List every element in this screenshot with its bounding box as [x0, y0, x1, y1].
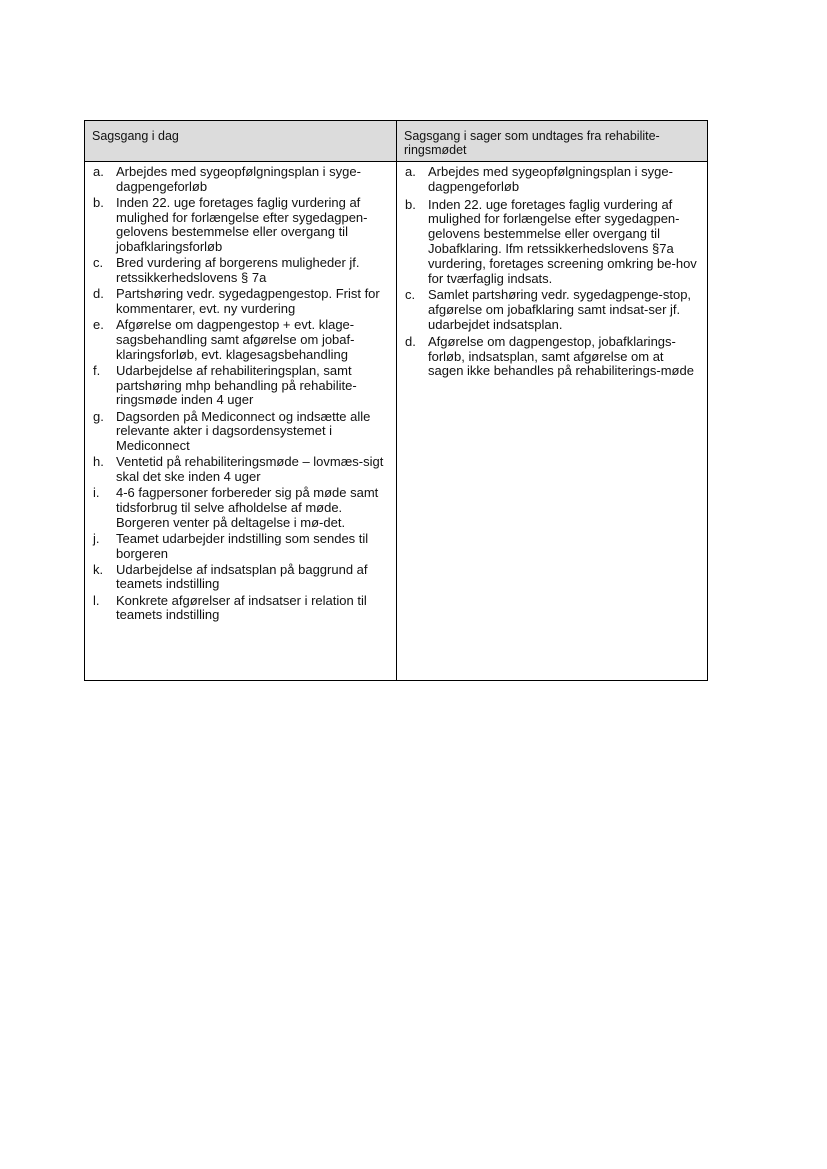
list-text: Arbejdes med sygeopfølgningsplan i syge-dagpengeforløb [428, 164, 673, 194]
list-marker: d. [405, 333, 416, 349]
list-marker: b. [93, 194, 104, 210]
list-item [405, 288, 701, 332]
list-text: Teamet udarbejder indstilling som sendes til borgeren [116, 530, 369, 561]
list-marker: i. [93, 485, 100, 501]
list-marker: h. [93, 454, 104, 470]
list-item [93, 594, 390, 624]
list-text: Udarbejdelse af rehabiliteringsplan, samt partshøring mhp behandling på rehabilite-ringsmøde inden 4 uger [116, 362, 357, 408]
list-marker: c. [93, 255, 104, 271]
list-item [93, 410, 390, 454]
list-text: Samlet partshøring vedr. sygedagpenge-stop, afgørelse om jobafklaring samt indsat-ser jf. udarbejdet indsatsplan. [428, 287, 692, 332]
list-item [93, 196, 390, 255]
left-column [85, 162, 397, 680]
list-marker: a. [93, 164, 104, 179]
list-item [405, 335, 701, 379]
list-text: Inden 22. uge foretages faglig vurdering af mulighed for forlængelse efter sygedagpen-gelovens bestemmelse eller overgang til Jobafklaring. Ifm retssikkerhedslovens §7a vurdering, foretages screening omkring be-hov for tværfaglig indsats. [428, 196, 697, 286]
list-marker: l. [93, 592, 100, 608]
list-marker: k. [93, 561, 104, 577]
list-item [93, 532, 390, 562]
list-item [93, 486, 390, 530]
list-marker: f. [93, 362, 101, 378]
list-text: Bred vurdering af borgerens muligheder jf. retssikkerhedslovens § 7a [116, 255, 360, 286]
right-column [397, 162, 707, 680]
list-marker: e. [93, 317, 104, 333]
list-item [93, 563, 390, 593]
list-text: Konkrete afgørelser af indsatser i relation til teamets indstilling [116, 592, 367, 623]
list-item [93, 287, 390, 317]
list-text: Afgørelse om dagpengestop, jobafklarings-forløb, indsatsplan, samt afgørelse om at sagen ikke behandles på rehabiliterings-møde [428, 333, 694, 379]
list-marker: j. [93, 530, 100, 546]
list-text: Afgørelse om dagpengestop + evt. klage-sagsbehandling samt afgørelse om jobaf-klaringsforløb, evt. klagesagsbehandling [116, 317, 355, 362]
comparison-table [84, 120, 708, 681]
list-item [93, 165, 390, 195]
list-text: Partshøring vedr. sygedagpengestop. Frist for kommentarer, evt. ny vurdering [116, 286, 380, 317]
list-text: Ventetid på rehabiliteringsmøde – lovmæs-sigt skal det ske inden 4 uger [116, 454, 384, 485]
list-marker: g. [93, 408, 104, 424]
list-marker: a. [405, 164, 416, 179]
table-header-row [85, 121, 707, 162]
list-item [405, 165, 701, 195]
list-text: Dagsorden på Mediconnect og indsætte alle relevante akter i dagsordensystemet i Mediconnect [116, 408, 371, 454]
list-text: Arbejdes med sygeopfølgningsplan i syge-dagpengeforløb [116, 164, 361, 194]
list-item [93, 318, 390, 362]
left-list [85, 162, 396, 623]
list-text: Udarbejdelse af indsatsplan på baggrund af teamets indstilling [116, 561, 368, 592]
list-marker: c. [405, 287, 416, 303]
header-right: Sagsgang i sager som undtages fra rehabilite-ringsmødet [404, 129, 660, 157]
list-marker: b. [405, 196, 416, 212]
list-text: 4-6 fagpersoner forbereder sig på møde samt tidsforbrug til selve afholdelse af møde. Borgeren venter på deltagelse i mø-det. [116, 485, 379, 530]
list-text: Inden 22. uge foretages faglig vurdering af mulighed for forlængelse efter sygedagpen-gelovens bestemmelse eller overgang til jobafklaringsforløb [116, 194, 368, 255]
table-body-row [85, 162, 707, 680]
header-left: Sagsgang i dag [85, 121, 397, 161]
list-marker: d. [93, 286, 104, 302]
list-item [93, 364, 390, 408]
list-item [405, 198, 701, 287]
list-item [93, 256, 390, 286]
right-list [397, 162, 707, 379]
list-item [93, 455, 390, 485]
